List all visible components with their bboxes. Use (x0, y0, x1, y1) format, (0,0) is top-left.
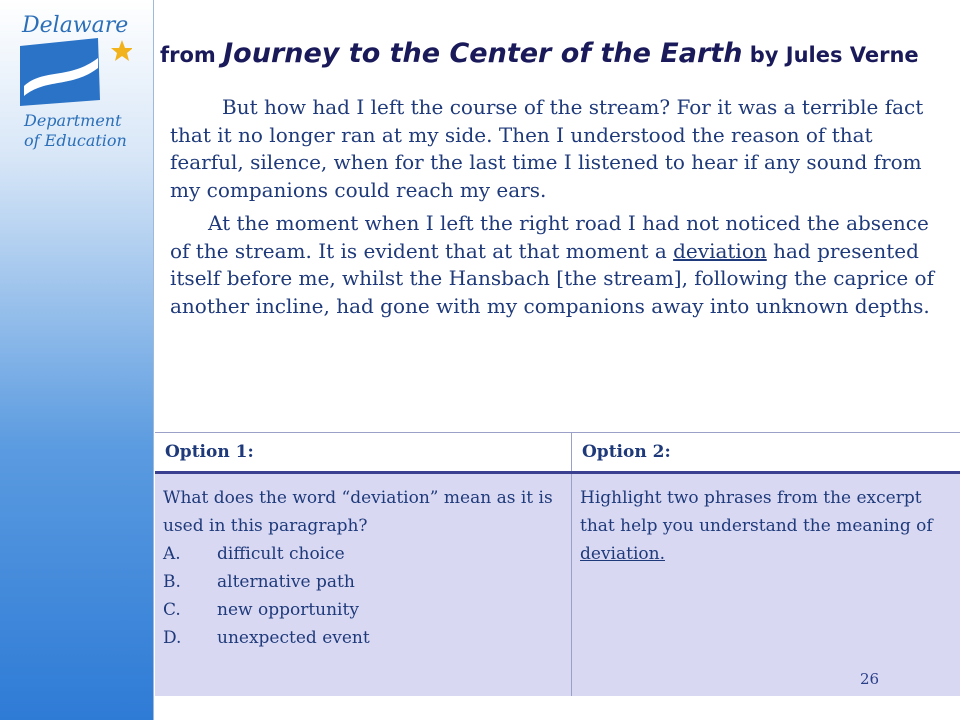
paragraph-2-end: had presented itself before me, whilst the Hansbach [the stream], following the caprice of another incline, had gone with my companions away into unknown depths. (170, 238, 934, 318)
choice-c-letter: C. (163, 600, 181, 620)
title-suffix: by Jules Verne (742, 43, 919, 67)
underlined-word-deviation: deviation (673, 238, 767, 263)
logo-line2: of Education (24, 131, 127, 150)
option-2-underlined: deviation. (580, 544, 665, 564)
delaware-doe-logo (14, 8, 132, 154)
choice-d-text: unexpected event (217, 628, 370, 648)
title-prefix: from (160, 43, 224, 67)
paragraph-2-start: At the moment when I left the right road I had not noticed the absence of the stream. It is evident that at that moment a (170, 211, 929, 263)
logo-line1: Department (24, 111, 122, 130)
choice-a (163, 540, 563, 568)
option-2-text: Highlight two phrases from the excerpt that help you understand the meaning of (580, 488, 933, 536)
option-1-question: What does the word “deviation” mean as it is used in this paragraph? (163, 488, 553, 536)
choice-c (163, 596, 563, 624)
choice-b (163, 568, 563, 596)
choice-b-letter: B. (163, 572, 181, 592)
choice-c-text: new opportunity (217, 600, 359, 620)
option-2-header: Option 2: (572, 433, 960, 473)
paragraph-2 (170, 210, 945, 320)
choice-b-text: alternative path (217, 572, 355, 592)
choice-d (163, 624, 563, 652)
options-table (155, 432, 960, 696)
logo-top-text: Delaware (22, 13, 129, 38)
choice-a-letter: A. (163, 544, 181, 564)
page-title (160, 38, 960, 69)
paragraph-1: But how had I left the course of the stream? For it was a terrible fact that it no longer ran at my side. Then I understood the reason of that fearful, silence, when for the last time I listened to hear if any sound from my companions could reach my ears. (170, 95, 924, 202)
option-1-cell (155, 473, 572, 697)
option-2-cell (572, 473, 960, 697)
excerpt-passage (170, 94, 945, 326)
choice-d-letter: D. (163, 628, 182, 648)
page-number: 26 (860, 670, 880, 688)
title-book: Journey to the Center of the Earth (223, 38, 743, 69)
star-icon (111, 40, 132, 61)
option-1-header: Option 1: (155, 433, 572, 473)
choice-a-text: difficult choice (217, 544, 345, 564)
